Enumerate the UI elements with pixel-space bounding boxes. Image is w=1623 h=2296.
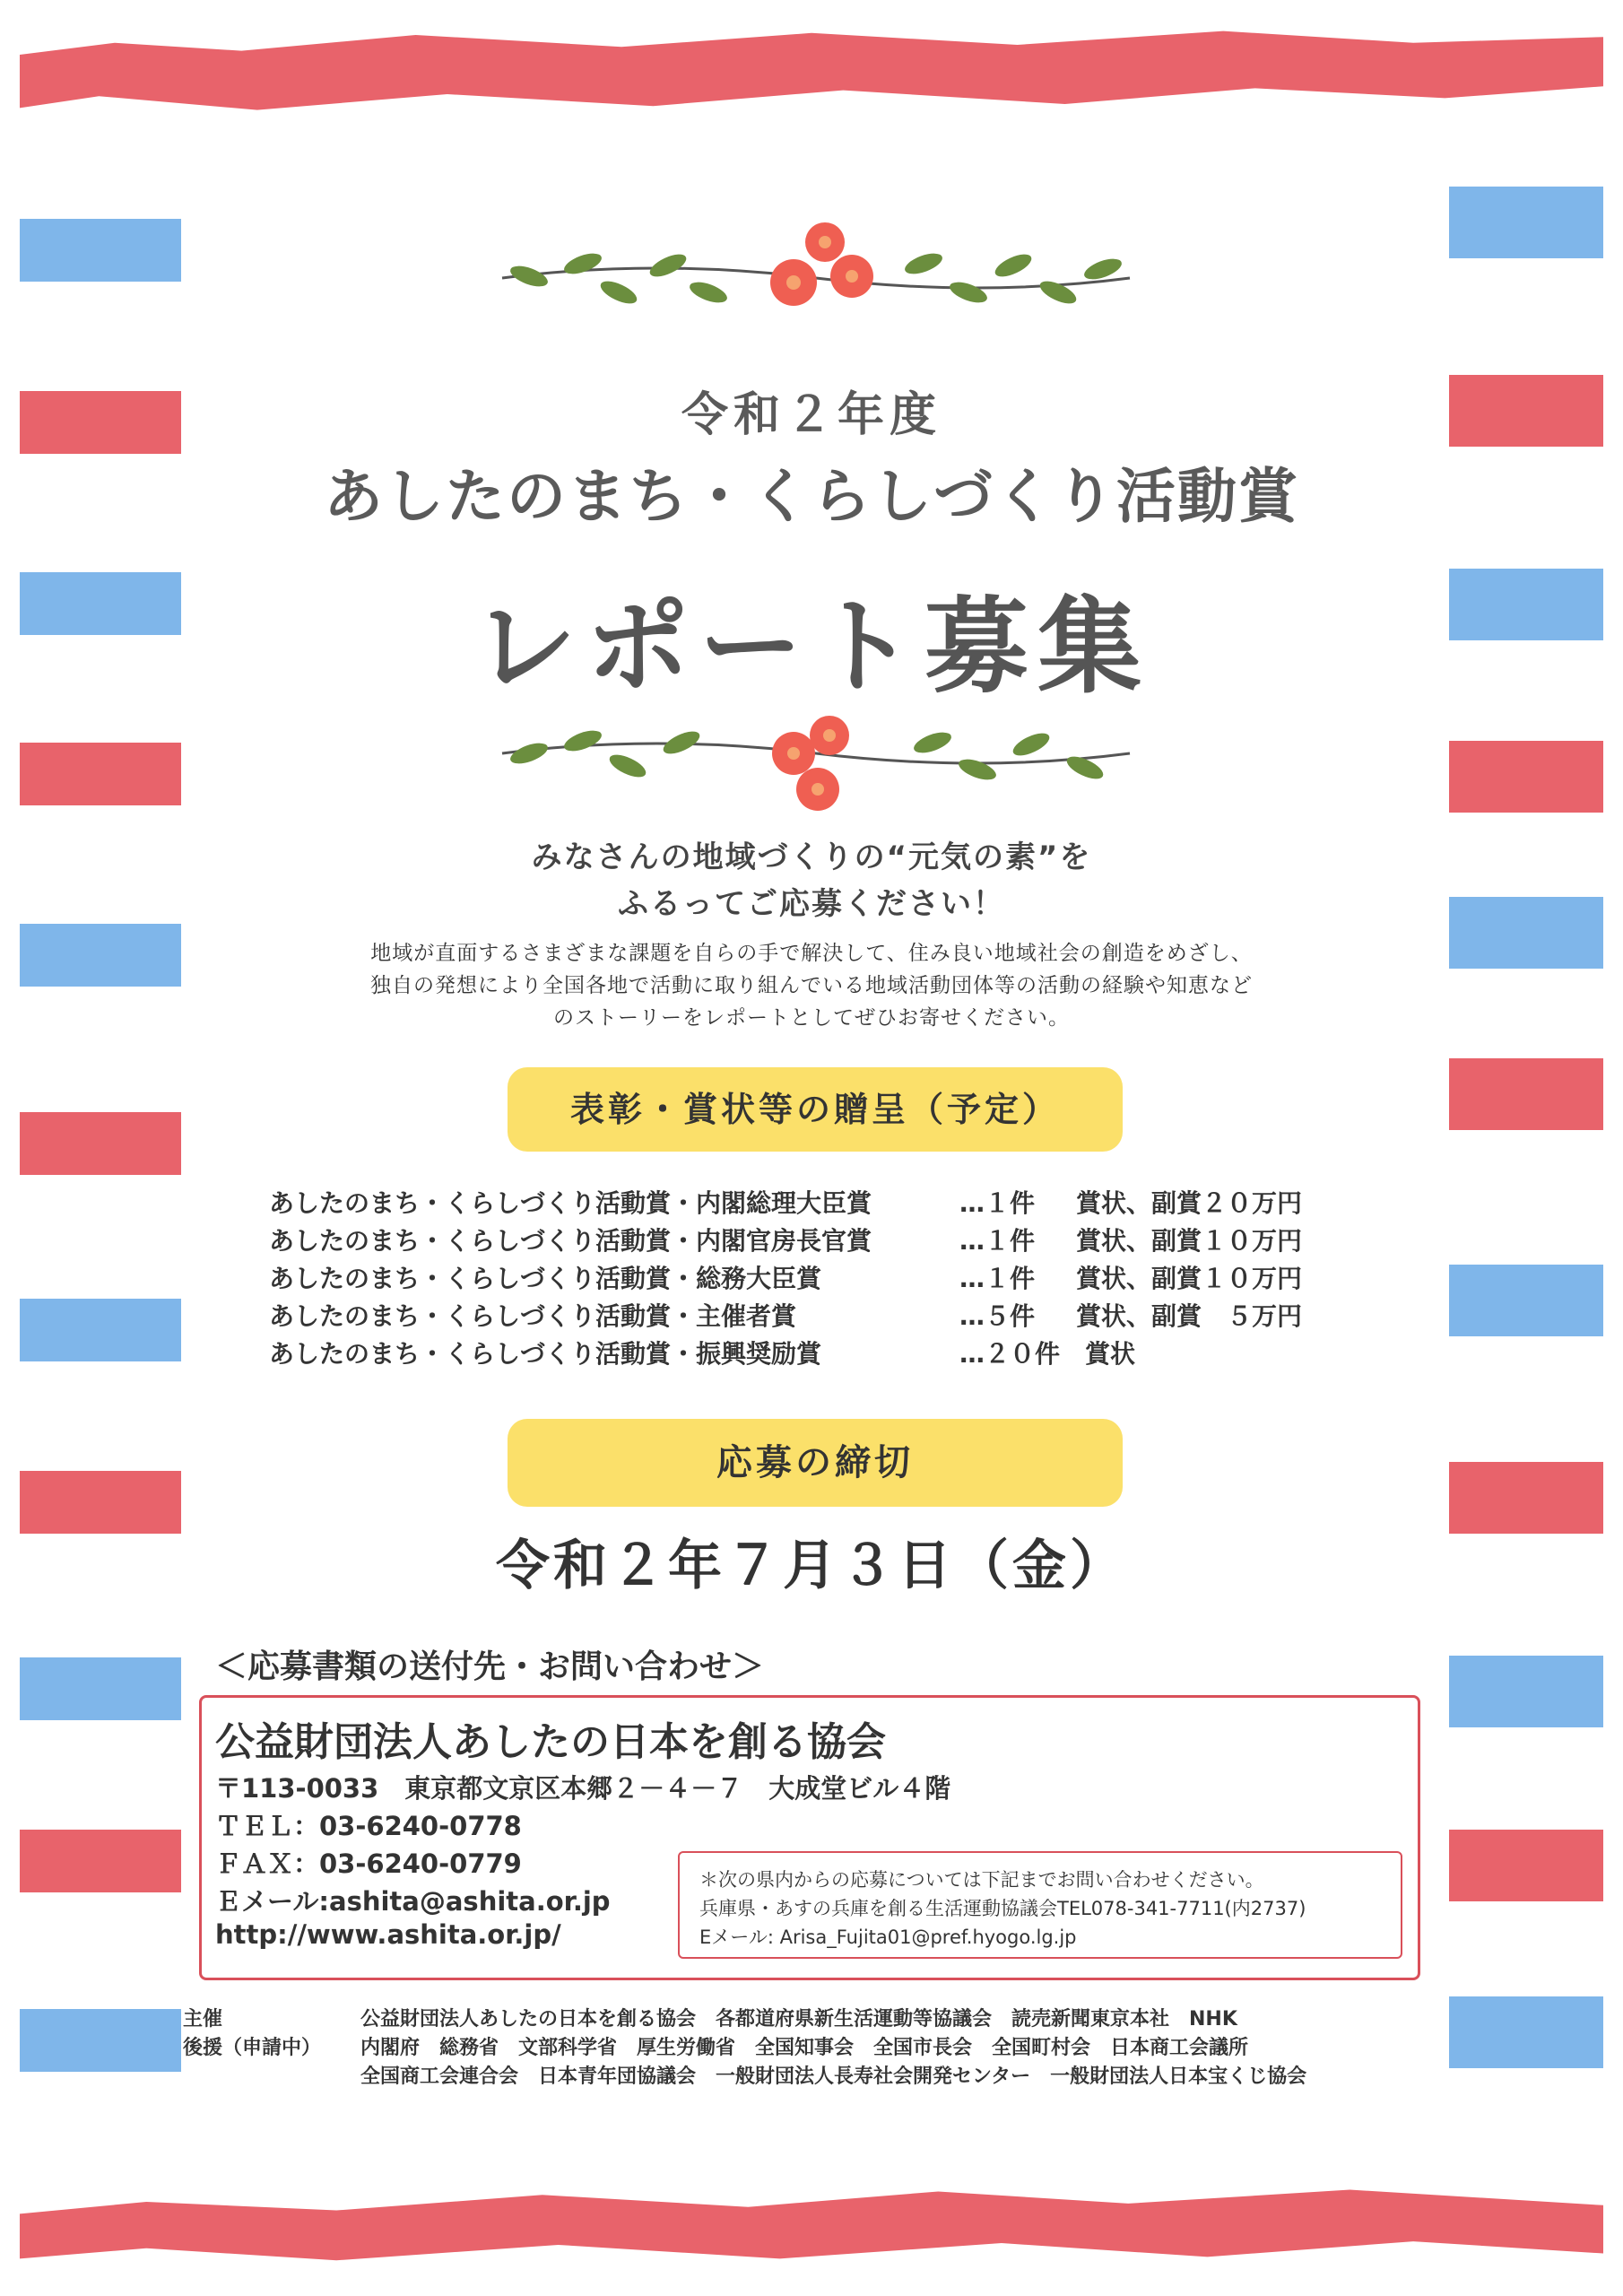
left-stripe-blue (20, 1299, 181, 1361)
prize-reward: 賞状、副賞１０万円 (1076, 1226, 1303, 1256)
prize-reward: 賞状 (1085, 1339, 1136, 1369)
prize-name: あしたのまち・くらしづくり活動賞・内閣総理大臣賞 (269, 1188, 872, 1218)
prize-reward: 賞状、副賞 ５万円 (1076, 1301, 1303, 1331)
description-line: 独自の発想により全国各地で活動に取り組んでいる地域活動団体等の活動の経験や知恵など (370, 974, 1253, 997)
organizer-list: 公益財団法人あしたの日本を創る協会 各都道府県新生活運動等協議会 読売新聞東京本社 NHK (360, 2008, 1237, 2031)
left-stripe-blue (20, 1657, 181, 1720)
right-stripe-blue (1449, 1996, 1603, 2068)
contact-heading: ＜応募書類の送付先・お問い合わせ＞ (215, 1648, 765, 1685)
description-line: 地域が直面するさまざまな課題を自らの手で解決して、住み良い地域社会の創造をめざし、 (370, 942, 1253, 965)
top-brush-band (20, 25, 1603, 124)
bottom-brush-band (20, 2179, 1603, 2266)
lead-line-2: ふるってご応募ください！ (618, 886, 1005, 922)
report-recruitment-title: レポート募集 (473, 587, 1150, 708)
prize-count: …５件 (959, 1301, 1036, 1331)
description-line: のストーリーをレポートとしてぜひお寄せください。 (553, 1006, 1070, 1030)
left-stripe-blue (20, 2009, 181, 2072)
left-stripe-red (20, 1112, 181, 1175)
prize-reward: 賞状、副賞２０万円 (1076, 1188, 1303, 1218)
fax-number: ＦＡＸ：03-6240-0779 (215, 1848, 522, 1879)
deadline-heading: 応募の締切 (508, 1419, 1123, 1507)
hyogo-note-line: ＊次の県内からの応募については下記までお問い合わせください。 (699, 1869, 1264, 1891)
prize-name: あしたのまち・くらしづくり活動賞・主催者賞 (269, 1301, 797, 1331)
hyogo-note-email[interactable]: Eメール: Arisa_Fujita01@pref.hyogo.lg.jp (699, 1926, 1077, 1948)
prize-count: …１件 (959, 1264, 1036, 1293)
deadline-date: 令和２年７月３日（金） (496, 1535, 1127, 1597)
prize-name: あしたのまち・くらしづくり活動賞・内閣官房長官賞 (269, 1226, 872, 1256)
prize-count: …１件 (959, 1188, 1036, 1218)
right-stripe-red (1449, 1830, 1603, 1901)
support-label: 後援（申請中） (183, 2037, 322, 2059)
right-stripe-blue (1449, 1265, 1603, 1336)
prize-count: …２０件 (959, 1339, 1061, 1369)
right-stripe-blue (1449, 187, 1603, 258)
prize-reward: 賞状、副賞１０万円 (1076, 1264, 1303, 1293)
tel-number: ＴＥＬ：03-6240-0778 (215, 1811, 522, 1841)
right-stripe-blue (1449, 1656, 1603, 1727)
email-address[interactable]: Ｅメール:ashita@ashita.or.jp (215, 1886, 611, 1917)
hyogo-note-line: 兵庫県・あすの兵庫を創る生活運動協議会TEL078-341-7711(内2737) (699, 1898, 1306, 1919)
award-name-title: あしたのまち・くらしづくり活動賞 (324, 462, 1299, 531)
left-stripe-blue (20, 219, 181, 282)
lead-line-1: みなさんの地域づくりの“元気の素”を (531, 839, 1092, 875)
prize-name: あしたのまち・くらしづくり活動賞・総務大臣賞 (269, 1264, 822, 1293)
website-link[interactable]: http://www.ashita.or.jp/ (215, 1919, 561, 1950)
flower-flourish-top (484, 206, 1148, 341)
right-stripe-red (1449, 741, 1603, 813)
support-list: 内閣府 総務省 文部科学省 厚生労働省 全国知事会 全国市長会 全国町村会 日本商工会議所 (360, 2037, 1249, 2059)
prize-name: あしたのまち・くらしづくり活動賞・振興奨励賞 (269, 1339, 822, 1369)
left-stripe-red (20, 1830, 181, 1892)
left-stripe-red (20, 743, 181, 805)
organization-name: 公益財団法人あしたの日本を創る協会 (215, 1719, 886, 1765)
flower-flourish-bottom (484, 691, 1148, 825)
organizer-label: 主催 (183, 2008, 223, 2031)
postal-address: 〒113-0033 東京都文京区本郷２－４－７ 大成堂ビル４階 (215, 1773, 951, 1804)
fiscal-year-title: 令和２年度 (681, 388, 942, 442)
prize-count: …１件 (959, 1226, 1036, 1256)
right-stripe-red (1449, 1058, 1603, 1130)
support-list: 全国商工会連合会 日本青年団協議会 一般財団法人長寿社会開発センター 一般財団法人日本宝くじ協会 (360, 2066, 1307, 2088)
prize-heading: 表彰・賞状等の贈呈（予定） (508, 1067, 1123, 1152)
